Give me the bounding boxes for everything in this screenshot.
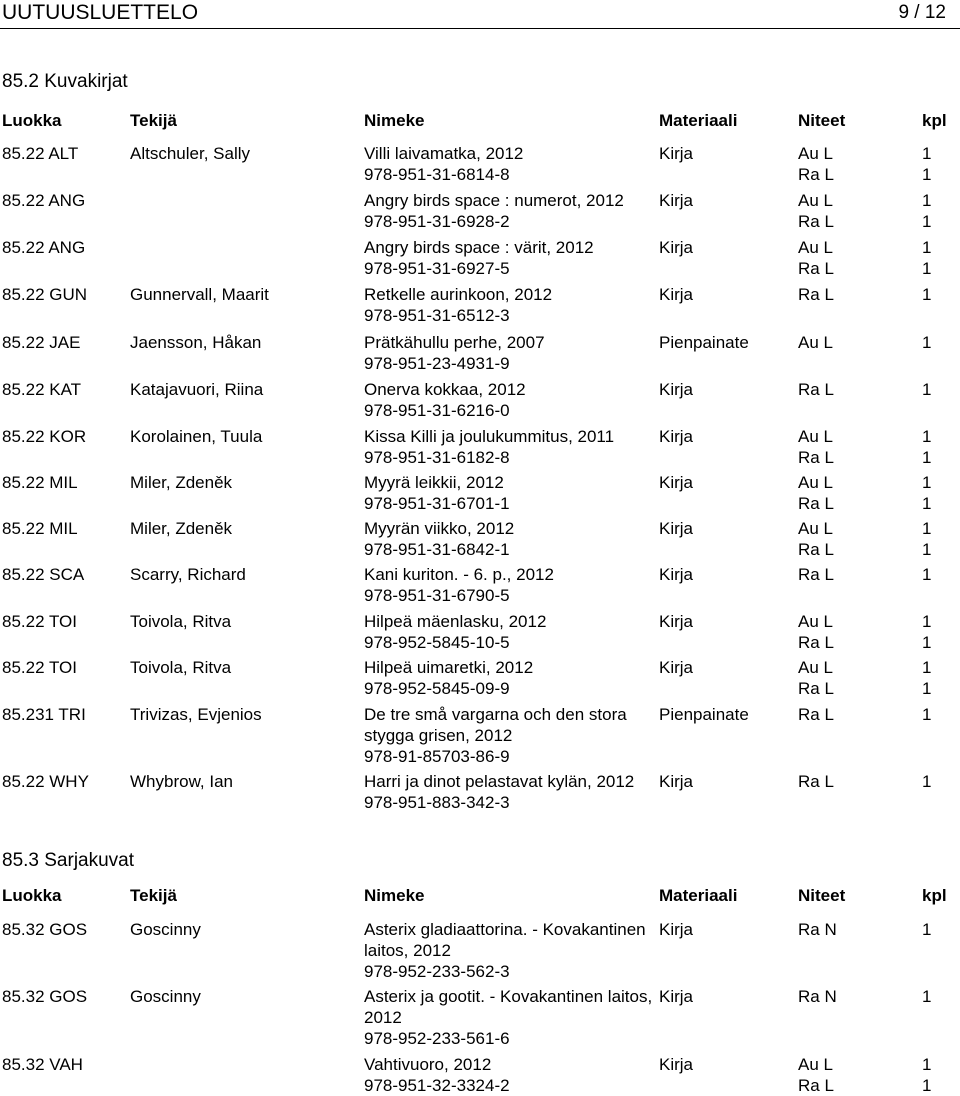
title-cell	[364, 237, 654, 279]
copy-count: 1	[922, 679, 932, 698]
title-cell	[364, 611, 654, 653]
book-title: De tre små vargarna och den stora stygga grisen, 2012	[364, 705, 627, 745]
class-code: 85.32 GOS	[2, 920, 88, 939]
copies-count	[922, 919, 931, 940]
copies-count	[922, 284, 931, 305]
copies-location	[798, 143, 834, 185]
material-type: Pienpainate	[659, 705, 749, 724]
copy-location: Au L	[798, 333, 833, 352]
copy-location: Ra L	[798, 494, 834, 513]
author: Goscinny	[130, 987, 201, 1006]
copy-count: 1	[922, 285, 932, 304]
class-code: 85.22 TOI	[2, 658, 77, 677]
copies-count	[922, 704, 931, 725]
author: Trivizas, Evjenios	[130, 705, 262, 724]
copies-count	[922, 426, 931, 468]
copies-location	[798, 657, 834, 699]
copy-location: Ra L	[798, 679, 834, 698]
column-header-materiaali: Materiaali	[659, 111, 738, 130]
class-code: 85.22 SCA	[2, 565, 85, 584]
copies-location	[798, 771, 834, 792]
copy-location: Ra L	[798, 165, 834, 184]
isbn: 978-951-31-6512-3	[364, 306, 510, 325]
column-header-kpl: kpl	[922, 111, 947, 130]
material-type: Kirja	[659, 380, 694, 399]
copy-count: 1	[922, 772, 932, 791]
book-title: Asterix ja gootit. - Kovakantinen laitos, 2012	[364, 987, 653, 1027]
title-cell	[364, 1054, 654, 1096]
author: Jaensson, Håkan	[130, 333, 262, 352]
section-heading: 85.2 Kuvakirjat	[2, 71, 128, 92]
author: Whybrow, Ian	[130, 772, 233, 791]
copies-count	[922, 379, 931, 400]
copies-location	[798, 237, 834, 279]
copies-location	[798, 1054, 834, 1096]
book-title: Villi laivamatka, 2012	[364, 144, 524, 163]
material-type: Kirja	[659, 1055, 694, 1074]
copy-location: Au L	[798, 191, 833, 210]
book-title: Vahtivuoro, 2012	[364, 1055, 492, 1074]
class-code: 85.22 ANG	[2, 191, 86, 210]
book-title: Hilpeä mäenlasku, 2012	[364, 612, 547, 631]
author: Toivola, Ritva	[130, 612, 232, 631]
title-cell	[364, 472, 654, 514]
copies-location	[798, 919, 837, 940]
column-header-niteet: Niteet	[798, 111, 846, 130]
author: Goscinny	[130, 920, 201, 939]
author: Toivola, Ritva	[130, 658, 232, 677]
column-header-luokka: Luokka	[2, 111, 62, 130]
copy-location: Ra L	[798, 212, 834, 231]
book-title: Onerva kokkaa, 2012	[364, 380, 526, 399]
copy-count: 1	[922, 448, 932, 467]
title-cell	[364, 771, 654, 813]
title-cell	[364, 190, 654, 232]
material-type: Kirja	[659, 427, 694, 446]
title-cell	[364, 143, 654, 185]
copies-count	[922, 143, 931, 185]
copy-count: 1	[922, 427, 932, 446]
column-header-luokka: Luokka	[2, 886, 62, 905]
copy-location: Au L	[798, 144, 833, 163]
copies-location	[798, 986, 837, 1007]
column-header-tekija: Tekijä	[130, 111, 177, 130]
material-type: Kirja	[659, 565, 694, 584]
copy-count: 1	[922, 165, 932, 184]
isbn: 978-951-31-6928-2	[364, 212, 510, 231]
isbn: 978-951-31-6814-8	[364, 165, 510, 184]
copy-count: 1	[922, 212, 932, 231]
column-header-tekija: Tekijä	[130, 886, 177, 905]
copies-location	[798, 379, 834, 400]
copy-count: 1	[922, 633, 932, 652]
copy-count: 1	[922, 494, 932, 513]
class-code: 85.22 MIL	[2, 473, 78, 492]
copy-location: Au L	[798, 519, 833, 538]
class-code: 85.22 WHY	[2, 772, 89, 791]
copy-location: Ra L	[798, 540, 834, 559]
isbn: 978-951-23-4931-9	[364, 354, 510, 373]
isbn: 978-951-31-6216-0	[364, 401, 510, 420]
book-title: Angry birds space : numerot, 2012	[364, 191, 624, 210]
book-title: Angry birds space : värit, 2012	[364, 238, 594, 257]
class-code: 85.231 TRI	[2, 705, 86, 724]
isbn: 978-951-31-6701-1	[364, 494, 510, 513]
page-header	[0, 0, 960, 34]
class-code: 85.22 KOR	[2, 427, 87, 446]
column-header-niteet: Niteet	[798, 886, 846, 905]
copy-count: 1	[922, 705, 932, 724]
copies-location	[798, 190, 834, 232]
class-code: 85.22 JAE	[2, 333, 81, 352]
title-cell	[364, 518, 654, 560]
title-cell	[364, 657, 654, 699]
author: Miler, Zdeněk	[130, 519, 233, 538]
column-header-nimeke: Nimeke	[364, 111, 425, 130]
class-code: 85.32 GOS	[2, 987, 88, 1006]
copy-location: Ra N	[798, 987, 837, 1006]
title-cell	[364, 332, 654, 374]
copies-count	[922, 237, 931, 279]
copy-location: Ra L	[798, 285, 834, 304]
copies-location	[798, 704, 834, 725]
copies-location	[798, 284, 834, 305]
column-headers	[0, 110, 960, 132]
class-code: 85.32 VAH	[2, 1055, 83, 1074]
column-headers	[0, 885, 960, 907]
author: Korolainen, Tuula	[130, 427, 263, 446]
copy-count: 1	[922, 333, 932, 352]
document-title: UUTUUSLUETTELO	[2, 1, 199, 24]
copies-location	[798, 564, 834, 585]
column-header-materiaali: Materiaali	[659, 886, 738, 905]
copy-count: 1	[922, 144, 932, 163]
copy-location: Ra L	[798, 259, 834, 278]
class-code: 85.22 KAT	[2, 380, 82, 399]
title-cell	[364, 379, 654, 421]
material-type: Kirja	[659, 285, 694, 304]
copy-count: 1	[922, 612, 932, 631]
copy-count: 1	[922, 658, 932, 677]
copy-location: Ra L	[798, 448, 834, 467]
material-type: Kirja	[659, 519, 694, 538]
copies-count	[922, 986, 931, 1007]
copy-location: Au L	[798, 612, 833, 631]
isbn: 978-951-32-3324-2	[364, 1076, 510, 1095]
title-cell	[364, 919, 654, 982]
isbn: 978-952-233-562-3	[364, 962, 510, 981]
copy-location: Ra L	[798, 1076, 834, 1095]
copies-count	[922, 564, 931, 585]
copy-count: 1	[922, 519, 932, 538]
material-type: Kirja	[659, 658, 694, 677]
book-title: Retkelle aurinkoon, 2012	[364, 285, 553, 304]
book-title: Kani kuriton. - 6. p., 2012	[364, 565, 554, 584]
copy-location: Ra L	[798, 565, 834, 584]
isbn: 978-951-31-6182-8	[364, 448, 510, 467]
copies-location	[798, 518, 834, 560]
isbn: 978-952-5845-10-5	[364, 633, 510, 652]
isbn: 978-952-233-561-6	[364, 1029, 510, 1048]
copy-count: 1	[922, 920, 932, 939]
copy-location: Ra L	[798, 772, 834, 791]
class-code: 85.22 GUN	[2, 285, 88, 304]
copy-location: Au L	[798, 658, 833, 677]
title-cell	[364, 704, 654, 767]
copies-count	[922, 332, 931, 353]
isbn: 978-951-883-342-3	[364, 793, 510, 812]
copies-count	[922, 657, 931, 699]
isbn: 978-951-31-6790-5	[364, 586, 510, 605]
material-type: Kirja	[659, 238, 694, 257]
isbn: 978-952-5845-09-9	[364, 679, 510, 698]
class-code: 85.22 ALT	[2, 144, 79, 163]
title-cell	[364, 986, 654, 1049]
title-cell	[364, 564, 654, 606]
class-code: 85.22 ANG	[2, 238, 86, 257]
column-header-kpl: kpl	[922, 886, 947, 905]
copy-location: Ra N	[798, 920, 837, 939]
section-heading: 85.3 Sarjakuvat	[2, 850, 135, 871]
material-type: Kirja	[659, 191, 694, 210]
book-title: Kissa Killi ja joulukummitus, 2011	[364, 427, 615, 446]
copies-count	[922, 472, 931, 514]
author: Miler, Zdeněk	[130, 473, 233, 492]
copies-count	[922, 518, 931, 560]
copy-count: 1	[922, 259, 932, 278]
copies-location	[798, 426, 834, 468]
material-type: Kirja	[659, 920, 694, 939]
page-number: 9 / 12	[898, 2, 946, 23]
isbn: 978-951-31-6842-1	[364, 540, 510, 559]
book-title: Hilpeä uimaretki, 2012	[364, 658, 534, 677]
material-type: Kirja	[659, 987, 694, 1006]
book-title: Prätkähullu perhe, 2007	[364, 333, 545, 352]
class-code: 85.22 MIL	[2, 519, 78, 538]
copy-count: 1	[922, 565, 932, 584]
copy-count: 1	[922, 1055, 932, 1074]
copy-count: 1	[922, 987, 932, 1006]
copy-count: 1	[922, 473, 932, 492]
book-title: Asterix gladiaattorina. - Kovakantinen laitos, 2012	[364, 920, 646, 960]
copy-location: Au L	[798, 238, 833, 257]
column-header-nimeke: Nimeke	[364, 886, 425, 905]
copies-location	[798, 472, 834, 514]
copy-location: Ra L	[798, 380, 834, 399]
title-cell	[364, 426, 654, 468]
author: Katajavuori, Riina	[130, 380, 264, 399]
copies-location	[798, 332, 833, 353]
copy-location: Au L	[798, 473, 833, 492]
isbn: 978-91-85703-86-9	[364, 747, 510, 766]
author: Gunnervall, Maarit	[130, 285, 269, 304]
author: Scarry, Richard	[130, 565, 246, 584]
header-divider	[0, 28, 960, 29]
title-cell	[364, 284, 654, 326]
material-type: Kirja	[659, 473, 694, 492]
copy-location: Au L	[798, 1055, 833, 1074]
copy-location: Au L	[798, 427, 833, 446]
book-title: Myyrän viikko, 2012	[364, 519, 515, 538]
book-title: Harri ja dinot pelastavat kylän, 2012	[364, 772, 635, 791]
material-type: Pienpainate	[659, 333, 749, 352]
material-type: Kirja	[659, 772, 694, 791]
copies-count	[922, 611, 931, 653]
book-title: Myyrä leikkii, 2012	[364, 473, 504, 492]
copy-location: Ra L	[798, 705, 834, 724]
copy-count: 1	[922, 1076, 932, 1095]
author: Altschuler, Sally	[130, 144, 250, 163]
copy-count: 1	[922, 380, 932, 399]
copy-count: 1	[922, 540, 932, 559]
copies-count	[922, 190, 931, 232]
class-code: 85.22 TOI	[2, 612, 77, 631]
copies-count	[922, 1054, 931, 1096]
copies-location	[798, 611, 834, 653]
isbn: 978-951-31-6927-5	[364, 259, 510, 278]
copy-location: Ra L	[798, 633, 834, 652]
copy-count: 1	[922, 191, 932, 210]
copies-count	[922, 771, 931, 792]
copy-count: 1	[922, 238, 932, 257]
material-type: Kirja	[659, 144, 694, 163]
material-type: Kirja	[659, 612, 694, 631]
